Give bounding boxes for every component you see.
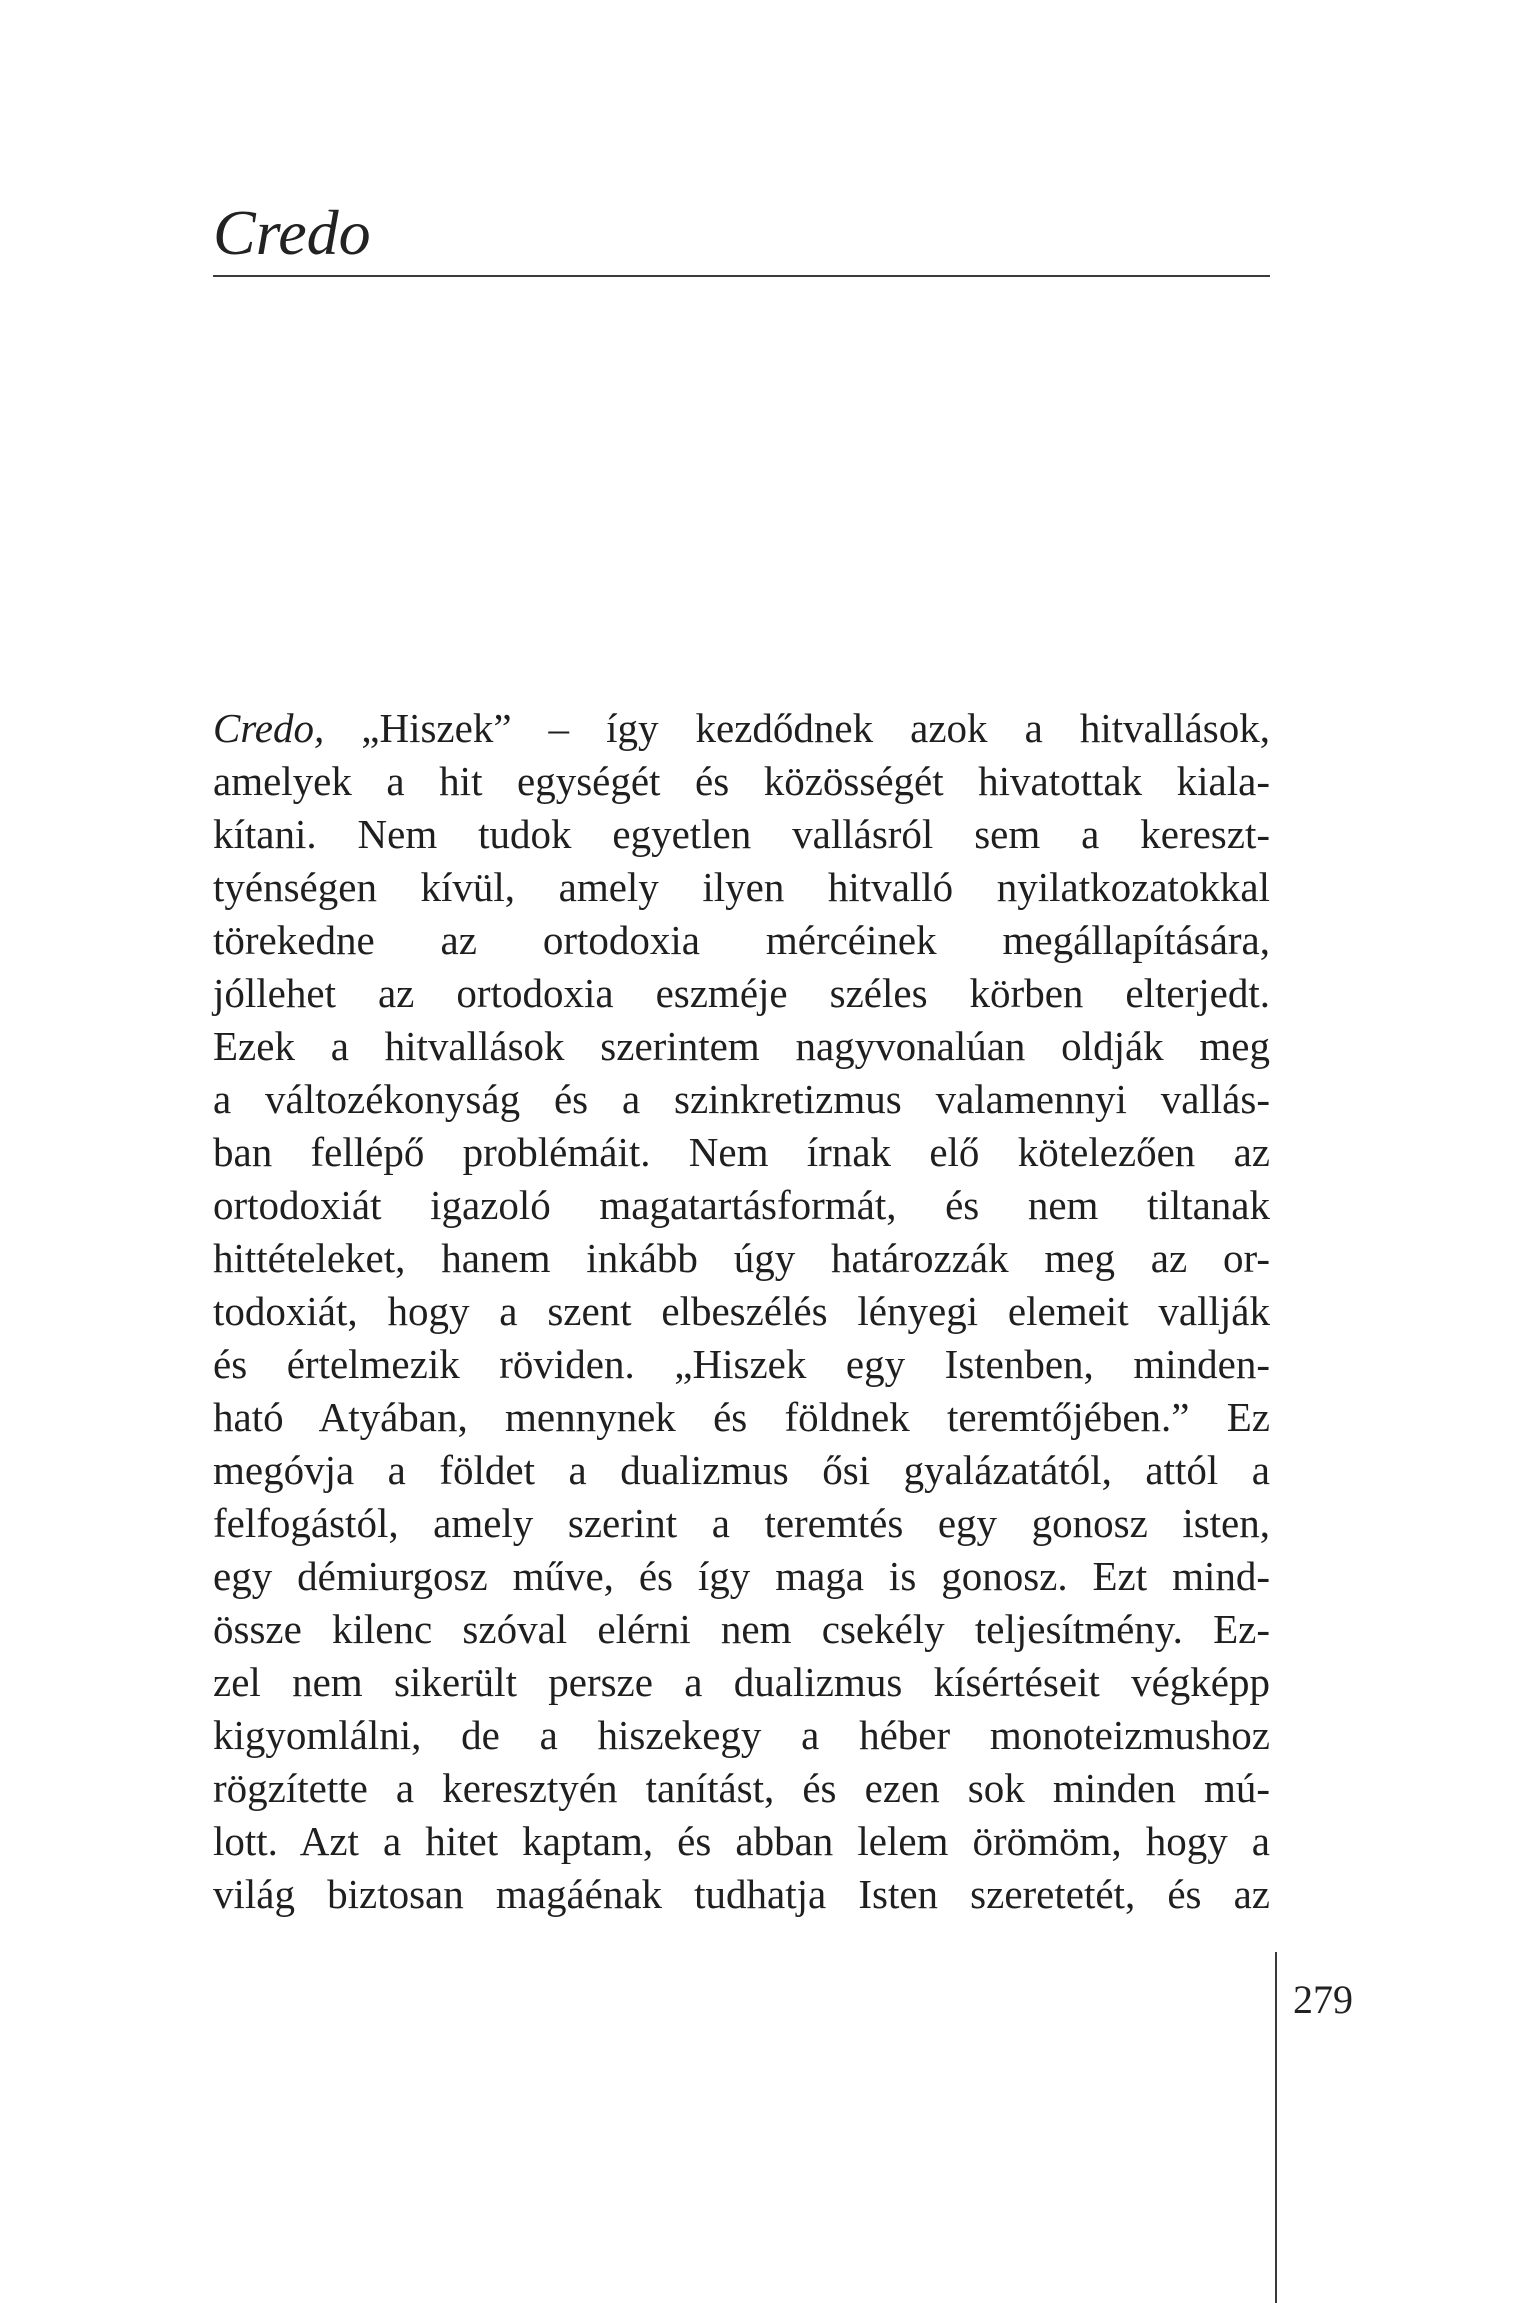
text-line: jóllehet az ortodoxia eszméje széles körben elterjedt. — [213, 970, 1270, 1016]
text-line: ortodoxiát igazoló magatartásformát, és nem tiltanak — [213, 1182, 1270, 1228]
text-line: zel nem sikerült persze a dualizmus kísértéseit végképp — [213, 1659, 1270, 1705]
first-line-rest: „Hiszek” – így kezdődnek azok a hitvallások, — [324, 705, 1270, 751]
text-line: a változékonyság és a szinkretizmus valamennyi vallás- — [213, 1076, 1270, 1122]
text-line: rögzítette a keresztyén tanítást, és ezen sok minden mú- — [213, 1765, 1270, 1811]
text-line: világ biztosan magáénak tudhatja Isten szeretetét, és az — [213, 1871, 1270, 1917]
text-line: lott. Azt a hitet kaptam, és abban lelem örömöm, hogy a — [213, 1818, 1270, 1864]
text-line: ható Atyában, mennynek és földnek teremtőjében.” Ez — [213, 1394, 1270, 1440]
page-number: 279 — [1293, 1977, 1353, 2022]
text-line: Ezek a hitvallások szerintem nagyvonalúan oldják meg — [213, 1023, 1270, 1069]
text-line: hittételeket, hanem inkább úgy határozzák meg az or- — [213, 1235, 1270, 1281]
chapter-title: Credo — [213, 197, 371, 268]
text-line: felfogástól, amely szerint a teremtés egy gonosz isten, — [213, 1500, 1270, 1546]
text-line: megóvja a földet a dualizmus ősi gyalázatától, attól a — [213, 1447, 1270, 1493]
text-line: todoxiát, hogy a szent elbeszélés lényegi elemeit vallják — [213, 1288, 1270, 1334]
text-line: össze kilenc szóval elérni nem csekély teljesítmény. Ez- — [213, 1606, 1270, 1652]
text-line: törekedne az ortodoxia mércéinek megállapítására, — [213, 917, 1270, 963]
title-divider — [213, 275, 1270, 277]
text-line: tyénségen kívül, amely ilyen hitvalló nyilatkozatokkal — [213, 864, 1270, 910]
text-line: ban fellépő problémáit. Nem írnak elő kötelezően az — [213, 1129, 1270, 1175]
text-line: egy démiurgosz műve, és így maga is gonosz. Ezt mind- — [213, 1553, 1270, 1599]
text-line: amelyek a hit egységét és közösségét hivatottak kiala- — [213, 758, 1270, 804]
text-line: kigyomlálni, de a hiszekegy a héber monoteizmushoz — [213, 1712, 1270, 1758]
italic-lead-word: Credo, — [213, 705, 325, 751]
folio-divider — [1275, 1952, 1277, 2303]
text-line: és értelmezik röviden. „Hiszek egy Istenben, minden- — [213, 1341, 1270, 1387]
body-paragraph — [213, 702, 1270, 1921]
text-line — [213, 702, 1270, 755]
text-line: kítani. Nem tudok egyetlen vallásról sem a kereszt- — [213, 811, 1270, 857]
